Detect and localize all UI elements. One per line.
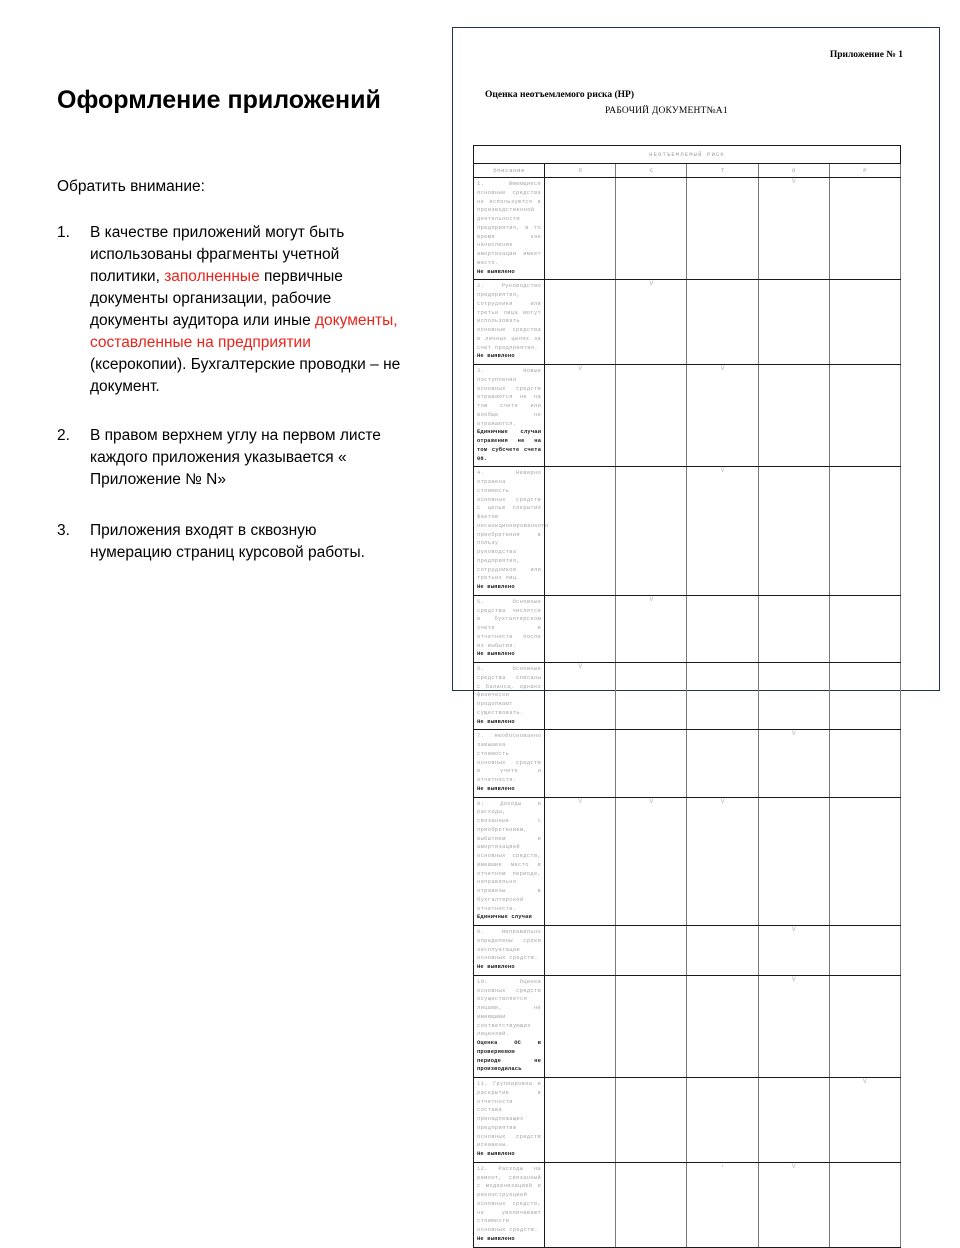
table-row: [474, 975, 901, 1077]
risk-verdict-text: Не выявлено: [477, 651, 515, 658]
plain-text: первичные документы организации, рабочие документы аудитора или иные: [90, 268, 343, 329]
risk-verdict-text: Единичные случаи: [477, 914, 532, 921]
list-item: [57, 222, 402, 398]
inherent-risk-table: [473, 145, 901, 1248]
table-row: [474, 280, 901, 365]
risk-mark-empty: [616, 730, 687, 797]
risk-description-cell: [474, 280, 545, 365]
risk-mark-empty: [545, 1162, 616, 1247]
risk-description-text: 9. Неправильно определены сроки эксплуатации основных средств.: [477, 929, 542, 962]
risk-mark-empty: [829, 926, 900, 976]
risk-mark-empty: [545, 730, 616, 797]
column-header-description: Описание: [474, 164, 545, 178]
table-column-header-row: [474, 164, 901, 178]
plain-text: В правом верхнем углу на первом листе каждого приложения указывается « Приложение № N»: [90, 427, 381, 488]
risk-verdict-text: Не выявлено: [477, 964, 515, 970]
table-head: [474, 146, 901, 178]
risk-mark-checked: V: [545, 365, 616, 467]
risk-mark-checked: V: [616, 280, 687, 365]
risk-mark-checked: V: [616, 797, 687, 926]
risk-mark-empty: [687, 730, 758, 797]
risk-mark-empty: [829, 467, 900, 596]
risk-mark-empty: [616, 178, 687, 280]
list-item-text: [90, 425, 402, 491]
list-item: [57, 425, 402, 491]
risk-description-text: 8: Доходы и расходы, связанные с приобретением, выбытием и амортизацией основных средств, имевшие место в отчетном периоде, неправильно отражены в бухгалтерской отчетности.: [477, 800, 542, 912]
risk-description-text: 6. Основные средства списаны с баланса, однако физически продолжают существовать.: [477, 666, 542, 716]
document-heading: Оценка неотъемлемого риска (НР): [485, 90, 635, 100]
list-item-text: [90, 222, 402, 398]
risk-verdict-text: Не выявлено: [477, 1151, 515, 1157]
risk-description-cell: [474, 365, 545, 467]
risk-mark-empty: [829, 280, 900, 365]
risk-description-text: 10. Оценка основных средств осуществляется лицами, не имеющими соответствующих лицензий.: [477, 978, 542, 1038]
risk-mark-checked: V: [687, 797, 758, 926]
table-row: [474, 926, 901, 976]
plain-text: В качестве приложений могут быть использованы фрагменты учетной политики,: [90, 224, 345, 285]
risk-description-cell: [474, 178, 545, 280]
risk-verdict-text: Не выявлено: [477, 268, 515, 275]
risk-mark-checked: V: [616, 595, 687, 662]
column-header-mark: Р: [829, 164, 900, 178]
risk-mark-empty: [758, 280, 829, 365]
document-subheading: РАБОЧИЙ ДОКУМЕНТ№А1: [605, 106, 728, 116]
risk-verdict-text: Не выявлено: [477, 785, 515, 792]
risk-verdict-text: Не выявлено: [477, 718, 515, 725]
highlighted-text: заполненные: [164, 268, 260, 285]
risk-description-text: 5. Основные средства числятся в бухгалтерском учете и отчетности после их выбытия.: [477, 598, 542, 649]
risk-mark-checked: ·: [687, 1162, 758, 1247]
risk-description-cell: [474, 1078, 545, 1163]
risk-description-cell: [474, 730, 545, 797]
risk-description-text: 1. Имеющиеся основные средства не используются в производственной деятельности предприятия, в то время как начисление амортизации имеет место.: [477, 181, 542, 266]
risk-mark-empty: [829, 797, 900, 926]
risk-description-cell: [474, 797, 545, 926]
risk-mark-checked: V: [758, 1162, 829, 1247]
table-title-row: [474, 146, 901, 164]
appendix-number-label: Приложение № 1: [829, 50, 903, 60]
table-row: [474, 467, 901, 596]
risk-mark-checked: V: [687, 467, 758, 596]
risk-mark-empty: [687, 1078, 758, 1163]
risk-mark-checked: V: [687, 365, 758, 467]
risk-mark-empty: [829, 975, 900, 1077]
risk-mark-empty: [758, 365, 829, 467]
highlighted-text: документы, составленные на предприятии: [90, 312, 398, 351]
risk-mark-empty: [758, 595, 829, 662]
risk-mark-checked: V: [758, 926, 829, 976]
risk-description-text: 3. Новые поступления основных средств отражаются не на том счете или вообще не отражаются.: [477, 368, 542, 427]
bullet-list: [57, 222, 402, 564]
page-title: Оформление приложений: [57, 86, 381, 114]
table-row: [474, 595, 901, 662]
list-item-text: [90, 520, 402, 564]
risk-mark-checked: V: [829, 1078, 900, 1163]
risk-verdict-text: Не выявлено: [477, 584, 515, 590]
risk-description-cell: [474, 926, 545, 976]
risk-description-cell: [474, 975, 545, 1077]
table-row: [474, 730, 901, 797]
column-header-mark: Т: [687, 164, 758, 178]
risk-mark-empty: [687, 975, 758, 1077]
risk-description-cell: [474, 467, 549, 596]
risk-description-text: 4. Неверно отражена стоимость основных средств с целью сокрытия фактов несанкционированного приобретения в пользу руководства предприятия, сотрудников или третьих лиц.: [477, 470, 549, 582]
risk-description-cell: [474, 1162, 545, 1247]
list-item: [57, 520, 402, 564]
risk-verdict-text: Единичные случаи отражения не на том субсчете счета 08.: [477, 429, 542, 462]
risk-mark-checked: V: [545, 663, 616, 730]
risk-description-text: 12. Расходы на ремонт, связанный с модернизацией и реконструкцией основных средств, не увеличивают стоимости основных средств.: [477, 1165, 542, 1233]
slide-text-pane: [0, 0, 440, 720]
risk-mark-empty: [829, 178, 900, 280]
risk-mark-checked: V: [545, 797, 616, 926]
risk-mark-checked: V: [758, 730, 829, 797]
plain-text: Приложения входят в сквозную нумерацию страниц курсовой работы.: [90, 522, 365, 561]
risk-mark-empty: [545, 975, 616, 1077]
table-row: [474, 797, 901, 926]
risk-mark-empty: [758, 797, 829, 926]
risk-mark-empty: [616, 926, 687, 976]
table-row: [474, 365, 901, 467]
risk-verdict-text: Оценка ОС в проверяемом периоде не производилась: [477, 1040, 542, 1073]
risk-mark-empty: [687, 280, 758, 365]
attention-label: Обратить внимание:: [57, 178, 205, 195]
list-item-number: 2.: [57, 427, 70, 444]
risk-mark-empty: [829, 730, 900, 797]
risk-verdict-text: Не выявлено: [477, 1235, 515, 1242]
appendix-document-frame: [452, 27, 940, 1242]
risk-mark-empty: [545, 595, 616, 662]
risk-mark-empty: [616, 1162, 687, 1247]
risk-mark-empty: [545, 926, 616, 976]
column-header-mark: С: [616, 164, 687, 178]
table-row: [474, 178, 901, 280]
table-title: НЕОТЪЕМЛЕМЫЙ РИСК: [474, 146, 901, 164]
risk-mark-empty: [687, 595, 758, 662]
risk-mark-empty: [545, 1078, 616, 1163]
plain-text: (ксерокопии). Бухгалтерские проводки – не документ.: [90, 356, 401, 395]
risk-mark-empty: [616, 467, 687, 596]
risk-description-text: 2. Руководство предприятия, сотрудники или третьи лица могут использовать основные средства в личных целях за счет предприятия.: [477, 283, 542, 351]
risk-mark-empty: [758, 1078, 829, 1163]
risk-mark-empty: [545, 467, 616, 596]
risk-description-text: 7. Необоснованно завышена стоимость основных средств в учете и отчетности.: [477, 733, 542, 783]
risk-mark-checked: V: [758, 975, 829, 1077]
risk-mark-empty: [545, 280, 616, 365]
list-item-number: 1.: [57, 224, 70, 241]
risk-mark-empty: [616, 365, 687, 467]
table-body: [474, 178, 901, 1248]
risk-mark-empty: [758, 467, 829, 596]
risk-mark-empty: [616, 975, 687, 1077]
risk-mark-empty: [545, 178, 616, 280]
risk-mark-checked: V: [758, 178, 829, 280]
column-header-mark: П: [545, 164, 616, 178]
risk-mark-empty: [829, 1162, 900, 1247]
risk-mark-empty: [687, 178, 758, 280]
risk-description-cell: [474, 595, 545, 662]
risk-description-text: 11. Группировка и раскрытие в отчетности состава принадлежащих предприятию основных средств искажены.: [477, 1081, 542, 1149]
risk-mark-empty: [687, 926, 758, 976]
table-row: [474, 1078, 901, 1163]
list-item-number: 3.: [57, 522, 70, 539]
column-header-mark: О: [758, 164, 829, 178]
risk-mark-empty: [829, 365, 900, 467]
risk-verdict-text: Не выявлено: [477, 353, 515, 360]
risk-mark-empty: [616, 1078, 687, 1163]
risk-mark-empty: [829, 595, 900, 662]
table-row: [474, 1162, 901, 1247]
